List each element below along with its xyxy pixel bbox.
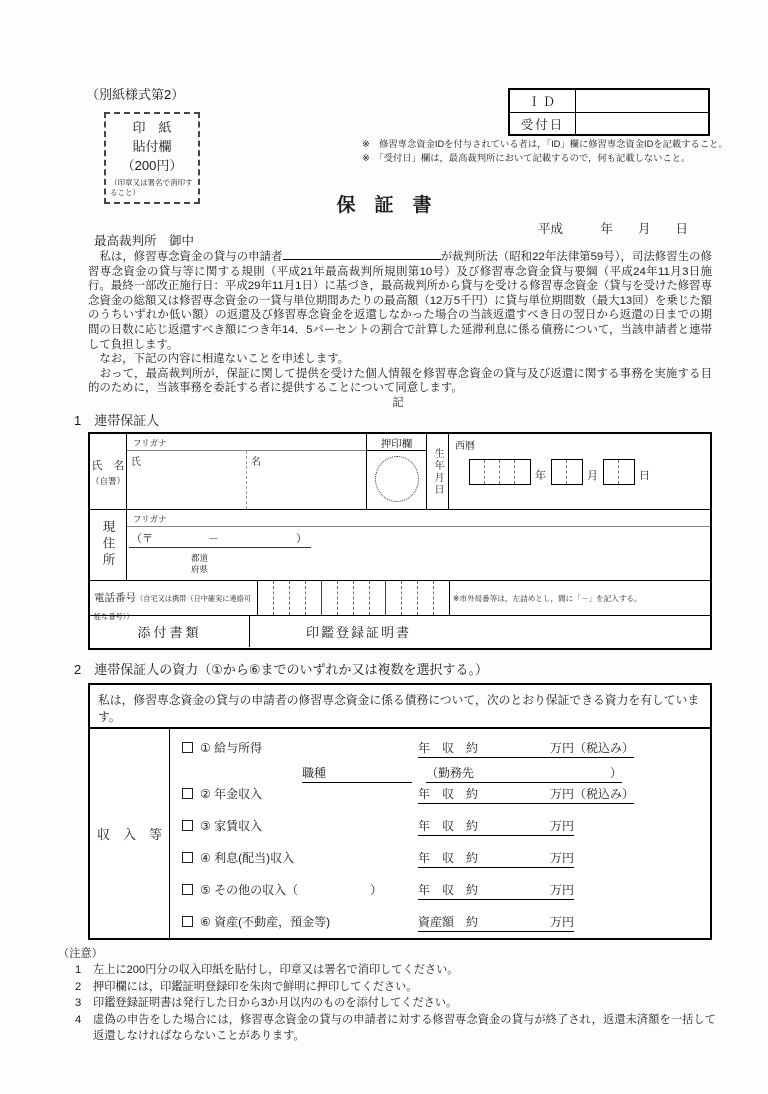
caution-number: 3 [75, 997, 82, 1010]
birthdate-label: 生年月日 [427, 434, 449, 509]
phone-digit-cell[interactable] [434, 581, 449, 615]
address-furigana-label: フリガナ [127, 510, 710, 527]
phone-digit-cell[interactable] [274, 581, 290, 615]
form-style-label: （別紙様式第2） [86, 87, 185, 102]
body-text [88, 249, 712, 411]
income-option-label: ① 給与所得 [200, 741, 263, 755]
caution-item-2 [58, 979, 716, 995]
id-instruction-1: ※ 修習専念資金IDを付与されている者は，「ID」欄に修習専念資金IDを記載すること。 [362, 139, 728, 149]
income-option [182, 817, 418, 834]
caution-item-4 [58, 1012, 716, 1045]
amount-prefix: 年 収 約 [418, 787, 479, 801]
seal-label: 押印欄 [367, 434, 426, 451]
amount-suffix: 万円 [550, 915, 575, 929]
day-unit-label: 日 [639, 470, 650, 482]
birth-year-field[interactable] [469, 459, 531, 485]
year-digit-cell[interactable] [485, 460, 500, 484]
birthdate-boxes [469, 459, 706, 485]
seal-cell [367, 434, 427, 509]
income-option-label: ② 年金収入 [200, 787, 263, 801]
caution-text: 虚偽の申告をした場合には，修習専念資金の貸与の申請者に対する修習専念資金の貸与が終了され，返還未済額を一括して返還しなければならないことがあります。 [93, 1013, 716, 1043]
name-label-cell [90, 434, 127, 509]
checkbox-salary[interactable] [182, 742, 193, 753]
income-option-label: ⑤ その他の収入（ ） [200, 883, 383, 897]
phone-digit-cell[interactable] [322, 581, 338, 615]
name-label: 氏 名 [91, 459, 125, 472]
employer-open-label: （勤務先 [426, 766, 475, 780]
month-digit-cell[interactable] [567, 460, 582, 484]
amount-suffix: 万円（税込み） [550, 741, 635, 755]
income-row-assets [182, 913, 698, 932]
guarantor-table [88, 432, 712, 650]
day-digit-cell[interactable] [619, 460, 634, 484]
amount-prefix: 年 収 約 [418, 819, 479, 833]
salary-amount-line [418, 739, 634, 758]
income-option-label: ③ 家賃収入 [200, 819, 263, 833]
month-digit-cell[interactable] [552, 460, 567, 484]
receipt-date-label: 受付日 [510, 113, 576, 134]
interest-amount-line [418, 849, 574, 868]
phone-digit-cell[interactable] [370, 581, 386, 615]
assets-amount-line [418, 913, 574, 932]
phone-label: 電話番号 [94, 592, 136, 604]
amount-prefix: 年 収 約 [418, 883, 479, 897]
capability-statement-box: 私は，修習専念資金の貸与の申請者の修習専念資金に係る債務について，次のとおり保証できる資力を有しています。 [88, 683, 712, 733]
phone-label-detail: （自宅又は携帯（日中確実に連絡可能な番号）） [94, 594, 252, 621]
address-row [90, 510, 710, 581]
phone-number-field[interactable] [258, 581, 450, 615]
birth-day-field[interactable] [603, 459, 635, 485]
rent-amount-line [418, 817, 574, 836]
given-name-field[interactable]: 名 [251, 457, 261, 468]
income-option-label: ④ 利息(配当)収入 [200, 851, 295, 865]
family-name-field[interactable]: 氏 [127, 451, 247, 509]
id-instruction-2: ※ 「受付日」欄は，最高裁判所において記載するので，何も記載しないこと。 [362, 153, 691, 164]
attachment-value: 印鑑登録証明書 [306, 625, 412, 640]
amount-prefix: 資産額 約 [418, 915, 479, 929]
name-sub-label: （自署） [90, 475, 125, 486]
name-fields [127, 451, 366, 509]
phone-note: ※市外局番等は，左詰めとし，間に「－」を記入する。 [453, 593, 642, 603]
birthdate-cell [449, 434, 710, 509]
id-row [510, 90, 708, 112]
income-row-salary [182, 739, 698, 758]
phone-row [90, 581, 710, 621]
caution-number: 1 [75, 964, 82, 977]
income-option [182, 881, 418, 898]
amount-prefix: 年 収 約 [418, 741, 479, 755]
amount-suffix: 万円 [550, 851, 575, 865]
postal-code-line [129, 530, 710, 548]
section1-heading: 1 連帯保証人 [74, 413, 160, 428]
phone-digit-cell[interactable] [258, 581, 274, 615]
income-option [182, 913, 418, 930]
day-digit-cell[interactable] [604, 460, 619, 484]
income-table [88, 727, 712, 940]
phone-digit-cell[interactable] [402, 581, 418, 615]
date-line: 平成 年 月 日 [537, 222, 688, 236]
income-items [170, 729, 710, 938]
caution-number: 4 [75, 1013, 82, 1026]
p1-before: 私は，修習専念資金の貸与の申請者 [88, 251, 283, 263]
stamp-box-line1: 印 紙 [132, 120, 172, 135]
stamp-box-line2: 貼付欄 [132, 138, 172, 154]
employer-close-label: ） [609, 766, 622, 780]
month-unit-label: 月 [587, 470, 598, 482]
body-paragraph-1 [88, 249, 712, 352]
caution-text: 印鑑登録証明書は発行した日から3か月以内のものを添付してください。 [93, 997, 458, 1010]
year-digit-cell[interactable] [500, 460, 515, 484]
prefecture-label-line2: 府県 [191, 563, 209, 574]
phone-digit-cell[interactable] [290, 581, 306, 615]
checkbox-assets[interactable] [182, 916, 193, 927]
stamp-box-line3: （200円） [121, 157, 183, 173]
name-input-cell [127, 434, 367, 509]
addressee: 最高裁判所 御中 [94, 234, 195, 248]
amount-suffix: 万円 [550, 819, 575, 833]
caution-number: 2 [75, 980, 82, 993]
body-paragraph-2: なお，下記の内容に相違ないことを申述します。 [88, 353, 350, 366]
caution-item-1 [58, 962, 716, 978]
income-row-header: 収 入 等 [90, 729, 170, 938]
pension-amount-line [418, 785, 634, 804]
phone-label-cell [90, 581, 258, 621]
western-calendar-label: 西暦 [455, 441, 475, 452]
checkbox-other[interactable] [182, 884, 193, 895]
seal-circle-icon[interactable] [375, 456, 419, 502]
section2-heading: 2 連帯保証人の資力（①から⑥までのいずれか又は複数を選択する。） [74, 662, 489, 677]
name-row [90, 434, 710, 510]
phone-digit-cell[interactable] [386, 581, 402, 615]
income-option-label: ⑥ 資産(不動産，預金等) [200, 915, 331, 929]
address-label: 現住所 [90, 510, 127, 580]
attachment-row [90, 616, 710, 647]
other-amount-line [418, 881, 574, 900]
year-digit-cell[interactable] [470, 460, 485, 484]
caution-item-3 [58, 995, 716, 1011]
postal-code-field[interactable]: （〒 － ） [129, 530, 311, 548]
body-paragraph-3: おって，最高裁判所が，保証に関して提供を受けた個人情報を修習専念資金の貸与及び返還に関する事務を実施する目的のために，当該事務を委託する者に提供することについて同意します。 [88, 367, 712, 395]
id-table [508, 88, 710, 136]
prefecture-label-line1: 都道 [191, 553, 209, 563]
caution-text: 左上に200円分の収入印紙を貼付し，印章又は署名で消印してください。 [93, 964, 459, 977]
receipt-date-row [510, 112, 708, 134]
caution-text: 押印欄には，印鑑証明登録印を朱肉で鮮明に押印してください。 [93, 980, 418, 993]
year-digit-cell[interactable] [515, 460, 530, 484]
prefecture-label [191, 553, 710, 574]
income-row-pension [182, 785, 698, 804]
amount-prefix: 年 収 約 [418, 851, 479, 865]
income-option [182, 785, 418, 802]
income-option [182, 739, 418, 756]
id-instructions [362, 137, 734, 166]
income-option [182, 849, 418, 866]
id-value-field[interactable] [576, 90, 708, 112]
checkbox-interest[interactable] [182, 852, 193, 863]
applicant-name-blank[interactable] [283, 249, 441, 260]
address-input-cell[interactable] [127, 510, 710, 580]
occupation-line [302, 764, 698, 783]
income-row-other [182, 881, 698, 900]
stamp-box-note: （印章又は署名で消印すること） [110, 177, 193, 197]
cautions-heading: （注意） [58, 948, 103, 960]
phone-digit-cell[interactable] [306, 581, 322, 615]
receipt-date-field[interactable] [576, 113, 708, 134]
checkbox-pension[interactable] [182, 788, 193, 799]
amount-suffix: 万円（税込み） [550, 787, 635, 801]
income-row-rent [182, 817, 698, 836]
ki-marker: 記 [392, 396, 408, 409]
attachment-label: 添付書類 [90, 616, 250, 647]
name-furigana-label: フリガナ [127, 434, 366, 451]
income-row-interest [182, 849, 698, 868]
phone-digit-cell[interactable] [418, 581, 434, 615]
page-title: 保 証 書 [336, 195, 432, 216]
id-label: ＩＤ [510, 90, 576, 112]
cautions [58, 946, 716, 1044]
occupation-field[interactable]: 職種 [302, 764, 412, 783]
phone-digit-cell[interactable] [354, 581, 370, 615]
checkbox-rent[interactable] [182, 820, 193, 831]
birth-month-field[interactable] [551, 459, 583, 485]
year-unit-label: 年 [535, 470, 546, 482]
phone-digit-cell[interactable] [338, 581, 354, 615]
p1-after: が裁判所法（昭和22年法律第59号），司法修習生の修習専念資金の貸与等に関する規則（平成21年最高裁判所規則第10号）及び修習専念資金貸与要綱（平成24年11月3日施行。最終一部改正施行日：平成29年11月1日）に基づき，最高裁判所から貸与を受ける修習専念資金（貸与を受けた修習専念資金の総額又は修習専念資金の一貸与単位期間あたりの最高額（12万5千円）に貸与単位期間数（最大13回）を乗じた額のうちいずれか低い額）の返還及び修習専念資金を返還しなかった場合の当該返還すべき日の翌日から返還の日までの期間の日数に応じ返還すべき額につき年14．5パーセントの割合で計算した延滞利息に係る債務について，当該申請者と連帯して負担します。 [88, 251, 712, 351]
employer-field[interactable] [426, 764, 622, 783]
amount-suffix: 万円 [550, 883, 575, 897]
